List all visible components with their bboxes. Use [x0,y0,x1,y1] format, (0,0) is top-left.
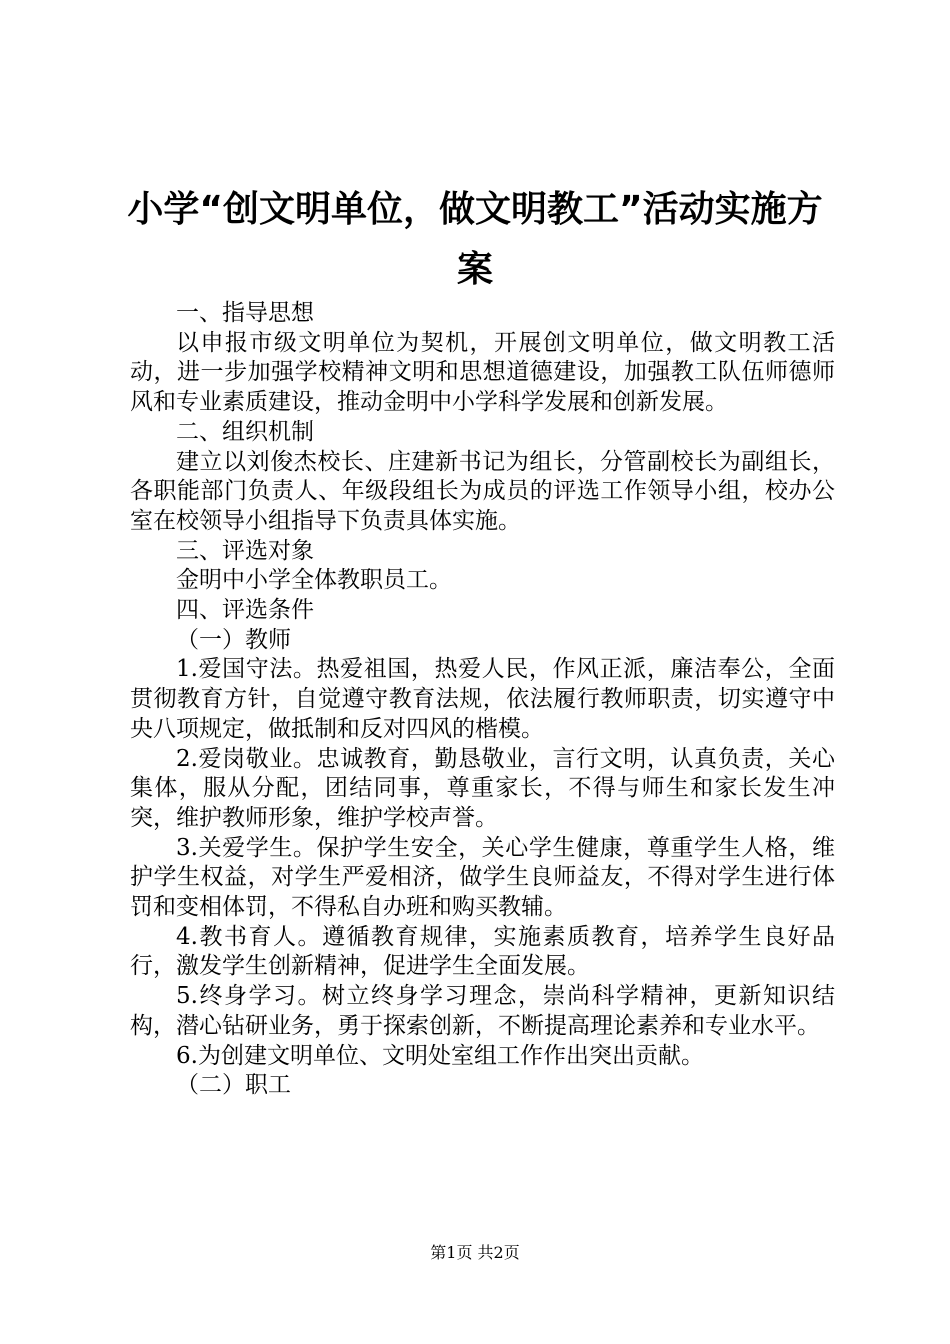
section-heading-selection-criteria: 四、评选条件 [176,597,314,624]
paragraph-guiding-thought: 以申报市级文明单位为契机，开展创文明单位，做文明教工活动，进一步加强学校精神文明和思想道德建设，加强教工队伍师德师风和专业素质建设，推动金明中小学科学发展和创新发展。 [130,329,835,416]
paragraph-organization: 建立以刘俊杰校长、庄建新书记为组长，分管副校长为副组长，各职能部门负责人、年级段组长为成员的评选工作领导小组，校办公室在校领导小组指导下负责具体实施。 [130,448,835,534]
section-heading-selection-target: 三、评选对象 [176,537,314,564]
document-body [130,299,835,1101]
criteria-item-2: 2.爱岗敬业。忠诚教育，勤恳敬业，言行文明，认真负责，关心集体，服从分配，团结同事，尊重家长，不得与师生和家长发生冲突，维护教师形象，维护学校声誉。 [130,745,835,831]
criteria-item-1: 1.爱国守法。热爱祖国，热爱人民，作风正派，廉洁奉公，全面贯彻教育方针，自觉遵守教育法规，依法履行教师职责，切实遵守中央八项规定，做抵制和反对四风的楷模。 [130,656,835,742]
criteria-item-3: 3.关爱学生。保护学生安全，关心学生健康，尊重学生人格，维护学生权益，对学生严爱相济，做学生良师益友，不得对学生进行体罚和变相体罚，不得私自办班和购买教辅。 [130,834,835,921]
criteria-item-5: 5.终身学习。树立终身学习理念，崇尚科学精神，更新知识结构，潜心钻研业务，勇于探索创新，不断提高理论素养和专业水平。 [130,983,835,1039]
paragraph-selection-target: 金明中小学全体教职员工。 [176,567,452,594]
document-title-line-1: 小学“创文明单位，做文明教工”活动实施方 [127,189,823,230]
criteria-item-6: 6.为创建文明单位、文明处室组工作作出突出贡献。 [176,1042,704,1069]
document-title-line-2: 案 [456,249,493,290]
subheading-staff: （二）职工 [176,1072,291,1099]
page-number-footer: 第1页 共2页 [430,1243,520,1262]
criteria-item-4: 4.教书育人。遵循教育规律，实施素质教育，培养学生良好品行，激发学生创新精神，促进学生全面发展。 [130,923,835,980]
subheading-teachers: （一）教师 [176,626,291,653]
section-heading-guiding-thought: 一、指导思想 [176,300,314,326]
section-heading-organization: 二、组织机制 [176,418,314,445]
